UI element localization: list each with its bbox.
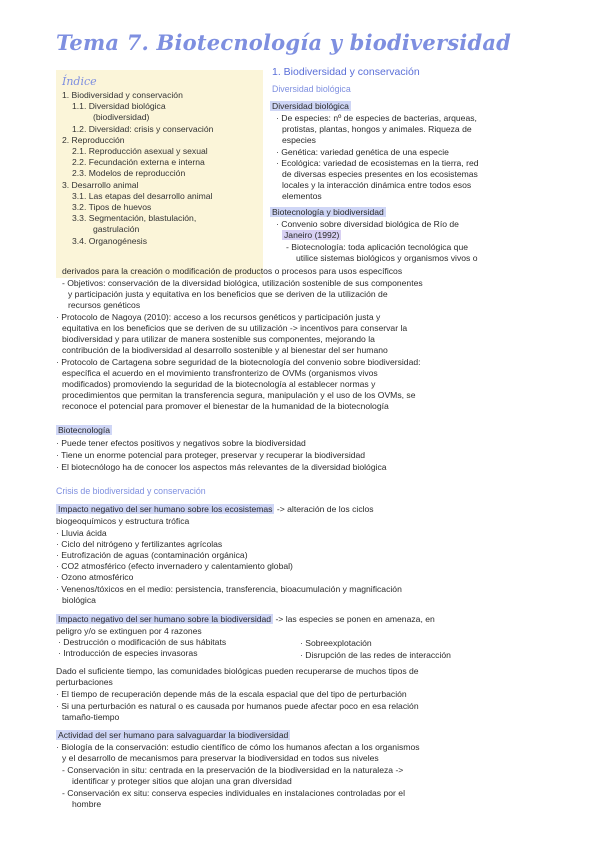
text-line: · Protocolo de Cartagena sobre seguridad de la biotecnología del convenio sobre biodiversidad: xyxy=(56,357,421,367)
text-line: · Lluvia ácida xyxy=(56,528,107,538)
text-line: tamaño-tiempo xyxy=(62,712,120,722)
text-line: biodiversidad y para utilizar de manera sostenible sus componentes, mejorando la xyxy=(62,334,375,344)
text-line: especies xyxy=(282,135,316,145)
text-line: equitativa en los beneficios que se deriven de su utilización -> incentivos para conservar la xyxy=(62,323,408,333)
text-line: hombre xyxy=(72,799,102,809)
index-item: 3.3. Segmentación, blastulación, xyxy=(72,213,197,224)
text-line: recursos genéticos xyxy=(68,300,141,310)
text-line: de diversas especies presentes en los ecosistemas xyxy=(282,169,478,179)
text-line: · Genética: variedad genética de una especie xyxy=(276,147,449,157)
text-line: · Ecológica: variedad de ecosistemas en la tierra, red xyxy=(276,158,479,168)
text-line: · Puede tener efectos positivos y negativos sobre la biodiversidad xyxy=(56,438,306,448)
index-box xyxy=(56,70,263,278)
reason-item: · Introducción de especies invasoras xyxy=(58,648,198,658)
reason-item: · Sobreexplotación xyxy=(300,638,372,648)
index-item: 3.1. Las etapas del desarrollo animal xyxy=(72,190,213,201)
index-item: 1. Biodiversidad y conservación xyxy=(62,90,183,100)
text-line: · El biotecnólogo ha de conocer los aspectos más relevantes de la diversidad biológica xyxy=(56,462,387,472)
text-line: y participación justa y equitativa en los beneficios que se deriven de la utilización de xyxy=(68,289,388,299)
text-line: - Conservación ex situ: conserva especies individuales en instalaciones controladas por el xyxy=(62,788,405,798)
text-line: biológica xyxy=(62,595,96,605)
text-line: - Conservación in situ: centrada en la preservación de la biodiversidad en la naturaleza -> xyxy=(62,765,404,775)
text-line: procedimientos que permitan la transferencia segura, manipulación y el uso de los OVMs, se xyxy=(62,390,416,400)
text-line: protistas, plantas, hongos y animales. Riqueza de xyxy=(282,124,472,134)
block-title: Diversidad biológica xyxy=(272,101,349,111)
index-item: 1.2. Diversidad: crisis y conservación xyxy=(72,123,214,134)
text-line: · Si una perturbación es natural o es causada por humanos puede afectar poco en esa relación xyxy=(56,701,419,711)
text-line: · Venenos/tóxicos en el medio: persistencia, transferencia, bioacumulación y magnificación xyxy=(56,584,402,594)
index-item: 2.2. Fecundación externa e interna xyxy=(72,157,205,168)
index-heading: Índice xyxy=(62,75,97,88)
text-line: biogeoquímicos y estructura trófica xyxy=(56,516,190,526)
text-line: elementos xyxy=(282,191,322,201)
text-line: · Tiene un enorme potencial para proteger, preservar y recuperar la biodiversidad xyxy=(56,450,366,460)
section-subheading: Crisis de biodiversidad y conservación xyxy=(56,486,206,496)
text-line: locales y la interacción dinámica entre todos esos xyxy=(282,180,472,190)
text-line: peligro y/o se extinguen por 4 razones xyxy=(56,626,202,636)
text-line: · El tiempo de recuperación depende más de la escala espacial que del tipo de perturbación xyxy=(56,689,407,699)
block-title: Biotecnología y biodiversidad xyxy=(272,207,384,217)
text-line: identificar y proteger sitios que alojan una gran diversidad xyxy=(72,776,292,786)
text-line: · Biología de la conservación: estudio científico de cómo los humanos afectan a los organismos xyxy=(56,742,420,752)
index-item: (biodiversidad) xyxy=(93,112,150,123)
text-line: · Convenio sobre diversidad biológica de Río de xyxy=(276,219,459,229)
reason-item: · Disrupción de las redes de interacción xyxy=(300,650,451,660)
text-line: · De especies: nº de especies de bacterias, arqueas, xyxy=(276,113,477,123)
index-item: 3. Desarrollo animal xyxy=(62,179,139,190)
section-subheading: Diversidad biológica xyxy=(272,84,351,94)
text-line: y el desarrollo de mecanismos para preservar la biodiversidad en todos sus niveles xyxy=(62,753,379,763)
text-line: · CO2 atmosférico (efecto invernadero y calentamiento global) xyxy=(56,561,293,571)
text-line: - Biotecnología: toda aplicación tecnológica que xyxy=(286,242,469,252)
text-line: · Ciclo del nitrógeno y fertilizantes agrícolas xyxy=(56,539,223,549)
text-line: · Protocolo de Nagoya (2010): acceso a los recursos genéticos y participación justa y xyxy=(56,312,381,322)
block-title: Biotecnología xyxy=(58,425,111,435)
index-item: gastrulación xyxy=(93,224,140,235)
text-line: contribución de la biodiversidad al desarrollo sostenible y al bienestar del ser humano xyxy=(62,345,388,355)
reason-item: · Destrucción o modificación de sus hábitats xyxy=(58,637,227,647)
index-item: 3.4. Organogénesis xyxy=(72,235,148,246)
text-line: perturbaciones xyxy=(56,677,113,687)
text-line: derivados para la creación o modificación de productos o procesos para usos específicos xyxy=(62,266,403,276)
impact2-heading: Impacto negativo del ser humano sobre la biodiversidad -> las especies se ponen en amenaza, en xyxy=(58,614,435,624)
text-line: Janeiro (1992) xyxy=(284,230,340,240)
index-item: 3.2. Tipos de huevos xyxy=(72,202,152,213)
text-line: específica el acuerdo en el movimiento transfronterizo de OVMs (organismos vivos xyxy=(62,368,378,378)
page-title: Tema 7. Biotecnología y biodiversidad xyxy=(56,30,512,55)
index-item: 2.1. Reproducción asexual y sexual xyxy=(72,146,208,157)
section-heading: 1. Biodiversidad y conservación xyxy=(272,66,420,78)
impact1-heading: Impacto negativo del ser humano sobre los ecosistemas -> alteración de los ciclos xyxy=(58,504,374,514)
index-list xyxy=(62,90,257,247)
text-line: · Eutrofización de aguas (contaminación orgánica) xyxy=(56,550,248,560)
text-line: modificados) promoviendo la seguridad de la biotecnología al establecer normas y xyxy=(62,379,376,389)
text-line: reconoce el potencial para promover el bienestar de la humanidad de la biotecnología xyxy=(62,401,389,411)
text-line: utilice sistemas biológicos y organismos vivos o xyxy=(296,253,478,263)
index-item: 2. Reproducción xyxy=(62,134,125,145)
text-line: · Ozono atmosférico xyxy=(56,572,134,582)
index-item: 2.3. Modelos de reproducción xyxy=(72,168,186,179)
text-line: Dado el suficiente tiempo, las comunidades biológicas pueden recuperarse de muchos tipos de xyxy=(56,666,419,676)
block-title: Actividad del ser humano para salvaguardar la biodiversidad xyxy=(58,730,289,740)
index-item: 1.1. Diversidad biológica xyxy=(72,101,166,112)
text-line: - Objetivos: conservación de la diversidad biológica, utilización sostenible de sus componentes xyxy=(62,278,423,288)
